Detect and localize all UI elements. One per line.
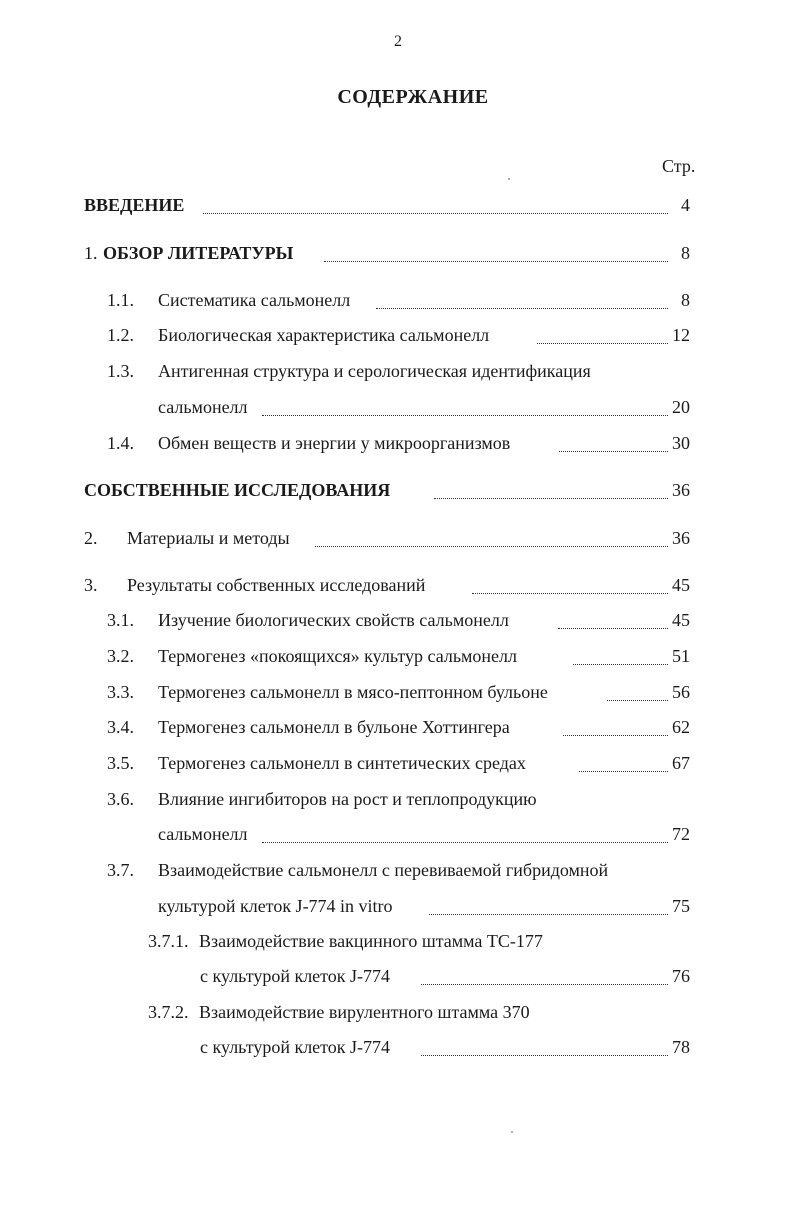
- toc-entry-s1-2[interactable]: [0, 322, 796, 348]
- toc-entry-ch3[interactable]: [0, 572, 796, 598]
- toc-entry-title-continued: с культурой клеток J-774: [200, 1037, 391, 1057]
- dot-leader: [324, 258, 668, 262]
- toc-entry-page: 12: [672, 325, 690, 345]
- toc-entry-s3-7-2[interactable]: [0, 999, 796, 1025]
- toc-entry-page: 4: [681, 195, 690, 215]
- toc-entry-title-continued: культурой клеток J-774 in vitro: [158, 896, 393, 916]
- toc-entry-page: 67: [672, 753, 690, 773]
- dot-leader: [421, 1052, 668, 1056]
- dot-leader: [315, 543, 668, 547]
- toc-entry-ch1[interactable]: [0, 240, 796, 266]
- dot-leader: [573, 661, 668, 665]
- toc-entry-intro[interactable]: [0, 192, 796, 218]
- toc-entry-s3-1[interactable]: [0, 607, 796, 633]
- dot-leader: [434, 495, 668, 499]
- toc-entry-number: 1.2.: [107, 325, 134, 345]
- toc-entry-title: Термогенез сальмонелл в синтетических средах: [158, 753, 526, 773]
- toc-entry-number: 3.6.: [107, 789, 134, 809]
- toc-entry-s3-6-cont[interactable]: [0, 821, 796, 847]
- toc-entry-s1-4[interactable]: [0, 430, 796, 456]
- toc-entry-s3-7[interactable]: [0, 857, 796, 883]
- dot-leader: [563, 732, 668, 736]
- toc-entry-title: Изучение биологических свойств сальмонелл: [158, 610, 509, 630]
- toc-entry-page: 30: [672, 433, 690, 453]
- toc-entry-s3-7-1[interactable]: [0, 928, 796, 954]
- toc-entry-s1-3[interactable]: [0, 358, 796, 384]
- toc-entry-s1-1[interactable]: [0, 287, 796, 313]
- toc-entry-title: ВВЕДЕНИЕ: [84, 195, 185, 215]
- toc-entry-number: 1.1.: [107, 290, 134, 310]
- toc-entry-number: 2.: [84, 528, 98, 548]
- toc-entry-own-research[interactable]: [0, 477, 796, 503]
- toc-entry-title: Взаимодействие сальмонелл с перевиваемой гибридомной: [158, 860, 609, 880]
- dot-leader: [203, 210, 668, 214]
- toc-entry-title: ОБЗОР ЛИТЕРАТУРЫ: [103, 243, 294, 263]
- scan-speck: [511, 1131, 513, 1133]
- toc-entry-title-continued: сальмонелл: [158, 824, 248, 844]
- toc-entry-title: Результаты собственных исследований: [127, 575, 426, 595]
- toc-entry-number: 1.4.: [107, 433, 134, 453]
- toc-entry-title: Антигенная структура и серологическая идентификация: [158, 361, 591, 381]
- toc-entry-page: 56: [672, 682, 690, 702]
- toc-entry-number: 3.4.: [107, 717, 134, 737]
- dot-leader: [559, 448, 668, 452]
- toc-entry-number: 3.7.1.: [148, 931, 189, 951]
- toc-entry-page: 76: [672, 966, 690, 986]
- toc-entry-s3-7-cont[interactable]: [0, 893, 796, 919]
- toc-entry-s3-5[interactable]: [0, 750, 796, 776]
- toc-entry-number: 3.3.: [107, 682, 134, 702]
- page-title: СОДЕРЖАНИЕ: [337, 86, 489, 108]
- toc-entry-number: 3.7.: [107, 860, 134, 880]
- toc-entry-title: Термогенез сальмонелл в бульоне Хоттингера: [158, 717, 510, 737]
- toc-entry-number: 3.1.: [107, 610, 134, 630]
- toc-entry-page: 62: [672, 717, 690, 737]
- toc-entry-title: Термогенез «покоящихся» культур сальмонелл: [158, 646, 518, 666]
- toc-entry-page: 75: [672, 896, 690, 916]
- toc-entry-title: Термогенез сальмонелл в мясо-пептонном бульоне: [158, 682, 548, 702]
- dot-leader: [429, 911, 668, 915]
- scan-speck: [508, 178, 510, 180]
- toc-entry-s3-4[interactable]: [0, 714, 796, 740]
- toc-entry-page: 72: [672, 824, 690, 844]
- page-column-label: Стр.: [662, 156, 696, 176]
- toc-entry-number: 3.2.: [107, 646, 134, 666]
- toc-entry-page: 8: [681, 243, 690, 263]
- toc-entry-title: Взаимодействие вакцинного штамма ТС-177: [199, 931, 543, 951]
- toc-entry-title: СОБСТВЕННЫЕ ИССЛЕДОВАНИЯ: [84, 480, 391, 500]
- toc-entry-page: 45: [672, 610, 690, 630]
- toc-entry-s3-2[interactable]: [0, 643, 796, 669]
- dot-leader: [262, 412, 668, 416]
- toc-entry-page: 36: [672, 528, 690, 548]
- toc-entry-page: 51: [672, 646, 690, 666]
- toc-entry-title: Взаимодействие вирулентного штамма 370: [199, 1002, 530, 1022]
- toc-entry-s3-7-1-cont[interactable]: [0, 963, 796, 989]
- dot-leader: [472, 590, 668, 594]
- toc-entry-s1-3-cont[interactable]: [0, 394, 796, 420]
- dot-leader: [558, 625, 668, 629]
- dot-leader: [537, 340, 668, 344]
- toc-entry-number: 3.7.2.: [148, 1002, 189, 1022]
- toc-entry-title: Материалы и методы: [127, 528, 290, 548]
- toc-entry-number: 1.: [84, 243, 98, 263]
- toc-entry-page: 8: [681, 290, 690, 310]
- dot-leader: [421, 981, 668, 985]
- toc-entry-title-continued: сальмонелл: [158, 397, 248, 417]
- dot-leader: [579, 768, 668, 772]
- toc-entry-page: 36: [672, 480, 690, 500]
- toc-entry-title: Систематика сальмонелл: [158, 290, 351, 310]
- toc-entry-page: 20: [672, 397, 690, 417]
- page-number: 2: [394, 33, 402, 50]
- toc-entry-s3-6[interactable]: [0, 786, 796, 812]
- toc-entry-number: 1.3.: [107, 361, 134, 381]
- toc-entry-title: Влияние ингибиторов на рост и теплопродукцию: [158, 789, 537, 809]
- toc-entry-s3-7-2-cont[interactable]: [0, 1034, 796, 1060]
- dot-leader: [376, 305, 668, 309]
- toc-entry-title: Биологическая характеристика сальмонелл: [158, 325, 490, 345]
- toc-entry-page: 45: [672, 575, 690, 595]
- dot-leader: [262, 839, 668, 843]
- toc-entry-ch2[interactable]: [0, 525, 796, 551]
- toc-entry-title-continued: с культурой клеток J-774: [200, 966, 391, 986]
- toc-entry-page: 78: [672, 1037, 690, 1057]
- toc-entry-s3-3[interactable]: [0, 679, 796, 705]
- toc-entry-number: 3.5.: [107, 753, 134, 773]
- dot-leader: [607, 697, 668, 701]
- toc-entry-title: Обмен веществ и энергии у микроорганизмов: [158, 433, 511, 453]
- toc-entry-number: 3.: [84, 575, 98, 595]
